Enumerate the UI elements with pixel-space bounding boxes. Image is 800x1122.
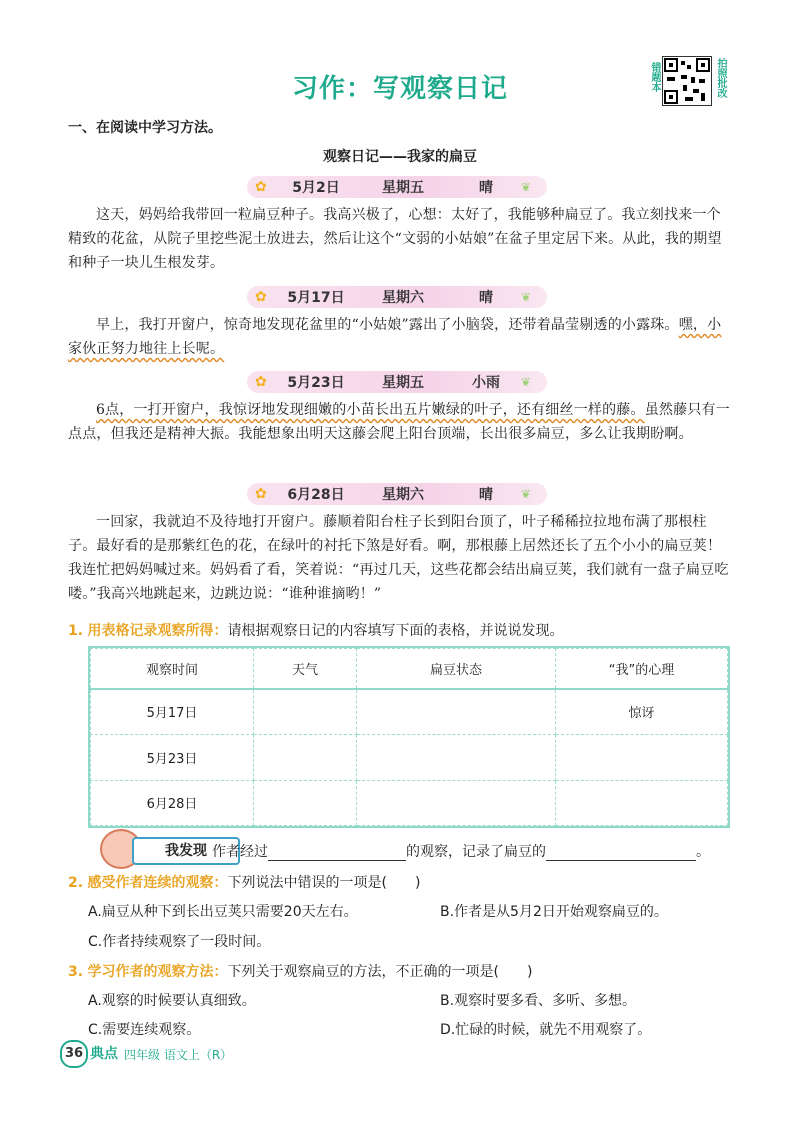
table-cell: 5月17日 bbox=[91, 689, 254, 735]
table-cell: 惊讶 bbox=[556, 689, 728, 735]
question-number: 1. bbox=[68, 623, 84, 639]
page-number: 36 bbox=[60, 1040, 88, 1068]
table-cell-blank[interactable] bbox=[254, 735, 357, 780]
entry-text-part: 早上，我打开窗户，惊奇地发现花盆里的“小姑娘”露出了小脑袋，还带着晶莹剔透的小露珠。 bbox=[96, 317, 679, 333]
find-text: 的观察，记录了扁豆的 bbox=[406, 844, 546, 860]
table-cell-blank[interactable] bbox=[254, 780, 357, 825]
record-table bbox=[88, 646, 730, 828]
find-text: 。 bbox=[696, 844, 710, 860]
question-3 bbox=[68, 961, 532, 981]
option[interactable]: C.作者持续观察了一段时间。 bbox=[88, 934, 271, 950]
grade-label: 四年级 语文上（R） bbox=[124, 1048, 233, 1062]
entry-text: 一回家，我就迫不及待地打开窗户。藤顺着阳台柱子长到阳台顶了，叶子稀稀拉拉地布满了那根柱子。最好看的是那紫红色的花，在绿叶的衬托下煞是好看。啊，那根藤上居然还长了五个小小的扁豆荚！我连忙把妈妈喊过来。妈妈看了看，笑着说：“再过几天，这些花都会结出扁豆荚，我们就有一盘子扁豆吃喽。”我高兴地跳起来，边跳边说：“谁种谁摘哟！” bbox=[68, 514, 729, 602]
table-cell: 5月23日 bbox=[91, 735, 254, 780]
table-header: “我”的心理 bbox=[556, 649, 728, 689]
answer-blank[interactable] bbox=[546, 844, 696, 861]
leaf-icon: ❦ bbox=[521, 375, 532, 389]
leaf-icon: ❦ bbox=[521, 180, 532, 194]
entry-weather: 晴 bbox=[479, 290, 493, 306]
qr-left-label: 错题本 bbox=[649, 62, 660, 92]
table-header: 观察时间 bbox=[91, 649, 254, 689]
entry-weekday: 星期六 bbox=[382, 487, 424, 503]
flower-icon: ✿ bbox=[255, 486, 267, 502]
entry-date: 5月23日 bbox=[287, 375, 345, 391]
qr-right-label: 拍照批改 bbox=[715, 58, 726, 98]
table-cell-blank[interactable] bbox=[357, 780, 556, 825]
entry-text bbox=[68, 313, 732, 361]
question-number: 3. bbox=[68, 964, 84, 980]
diary-banner bbox=[247, 176, 547, 198]
table-row bbox=[91, 780, 728, 825]
diary-banner bbox=[247, 371, 547, 393]
table-row bbox=[91, 689, 728, 735]
find-badge: 我发现 bbox=[132, 837, 240, 865]
entry-weather: 小雨 bbox=[472, 375, 500, 391]
flower-icon: ✿ bbox=[255, 374, 267, 390]
option[interactable]: D.忙碌的时候，就先不用观察了。 bbox=[440, 1022, 652, 1038]
flower-icon: ✿ bbox=[255, 179, 267, 195]
find-text: 作者经过 bbox=[212, 844, 268, 860]
option[interactable]: C.需要连续观察。 bbox=[88, 1022, 201, 1038]
entry-weekday: 星期五 bbox=[382, 180, 424, 196]
question-text: 请根据观察日记的内容填写下面的表格，并说说发现。 bbox=[227, 623, 564, 639]
question-label: 学习作者的观察方法： bbox=[87, 964, 228, 980]
entry-date: 6月28日 bbox=[287, 487, 345, 503]
entry-text-part: 虽然藤只有一点点，但我还是精神大振。我能想象出明天这藤会爬上阳台顶端，长出很多扁豆，多么让我期盼啊。 bbox=[68, 402, 730, 442]
question-text: 下列关于观察扁豆的方法，不正确的一项是( ) bbox=[227, 964, 533, 980]
underlined-sentence: 嘿，小家伙正努力地往上长呢。 bbox=[68, 317, 722, 357]
answer-blank[interactable] bbox=[268, 844, 406, 861]
section-title: 一、在阅读中学习方法。 bbox=[68, 120, 222, 136]
brand-logo: 典点 bbox=[90, 1046, 118, 1062]
table-cell-blank[interactable] bbox=[556, 735, 728, 780]
diary-banner bbox=[247, 483, 547, 505]
option[interactable]: A.扁豆从种下到长出豆荚只需要20天左右。 bbox=[88, 904, 358, 920]
underlined-sentence: 6点，一打开窗户，我惊讶地发现细嫩的小苗长出五片嫩绿的叶子，还有细丝一样的藤。 bbox=[96, 402, 645, 418]
table-row bbox=[91, 735, 728, 780]
question-number: 2. bbox=[68, 875, 84, 891]
option[interactable]: B.作者是从5月2日开始观察扁豆的。 bbox=[440, 904, 668, 920]
table-header: 天气 bbox=[254, 649, 357, 689]
question-label: 感受作者连续的观察： bbox=[87, 875, 228, 891]
article-title: 观察日记——我家的扁豆 bbox=[323, 149, 477, 165]
question-label: 用表格记录观察所得： bbox=[87, 623, 228, 639]
table-cell-blank[interactable] bbox=[556, 780, 728, 825]
question-1 bbox=[68, 620, 564, 640]
leaf-icon: ❦ bbox=[521, 290, 532, 304]
table-cell-blank[interactable] bbox=[357, 735, 556, 780]
flower-icon: ✿ bbox=[255, 289, 267, 305]
find-sentence bbox=[212, 841, 710, 861]
entry-date: 5月2日 bbox=[292, 180, 340, 196]
entry-text: 这天，妈妈给我带回一粒扁豆种子。我高兴极了，心想：太好了，我能够种扁豆了。我立刻找来一个精致的花盆，从院子里挖些泥土放进去，然后让这个“文弱的小姑娘”在盆子里定居下来。从此，我的期望和种子一块儿生根发芽。 bbox=[68, 207, 722, 271]
table-cell: 6月28日 bbox=[91, 780, 254, 825]
table-cell-blank[interactable] bbox=[254, 689, 357, 735]
entry-weekday: 星期五 bbox=[382, 375, 424, 391]
entry-weather: 晴 bbox=[479, 487, 493, 503]
page-title: 习作：写观察日记 bbox=[291, 74, 508, 104]
question-2 bbox=[68, 872, 420, 892]
leaf-icon: ❦ bbox=[521, 487, 532, 501]
table-cell-blank[interactable] bbox=[357, 689, 556, 735]
option[interactable]: A.观察的时候要认真细致。 bbox=[88, 993, 256, 1009]
entry-weather: 晴 bbox=[479, 180, 493, 196]
entry-date: 5月17日 bbox=[287, 290, 345, 306]
diary-banner bbox=[247, 286, 547, 308]
entry-weekday: 星期六 bbox=[382, 290, 424, 306]
table-header: 扁豆状态 bbox=[357, 649, 556, 689]
entry-text bbox=[68, 398, 732, 446]
qr-code-icon[interactable] bbox=[662, 56, 712, 106]
question-text: 下列说法中错误的一项是( ) bbox=[227, 875, 421, 891]
option[interactable]: B.观察时要多看、多听、多想。 bbox=[440, 993, 637, 1009]
